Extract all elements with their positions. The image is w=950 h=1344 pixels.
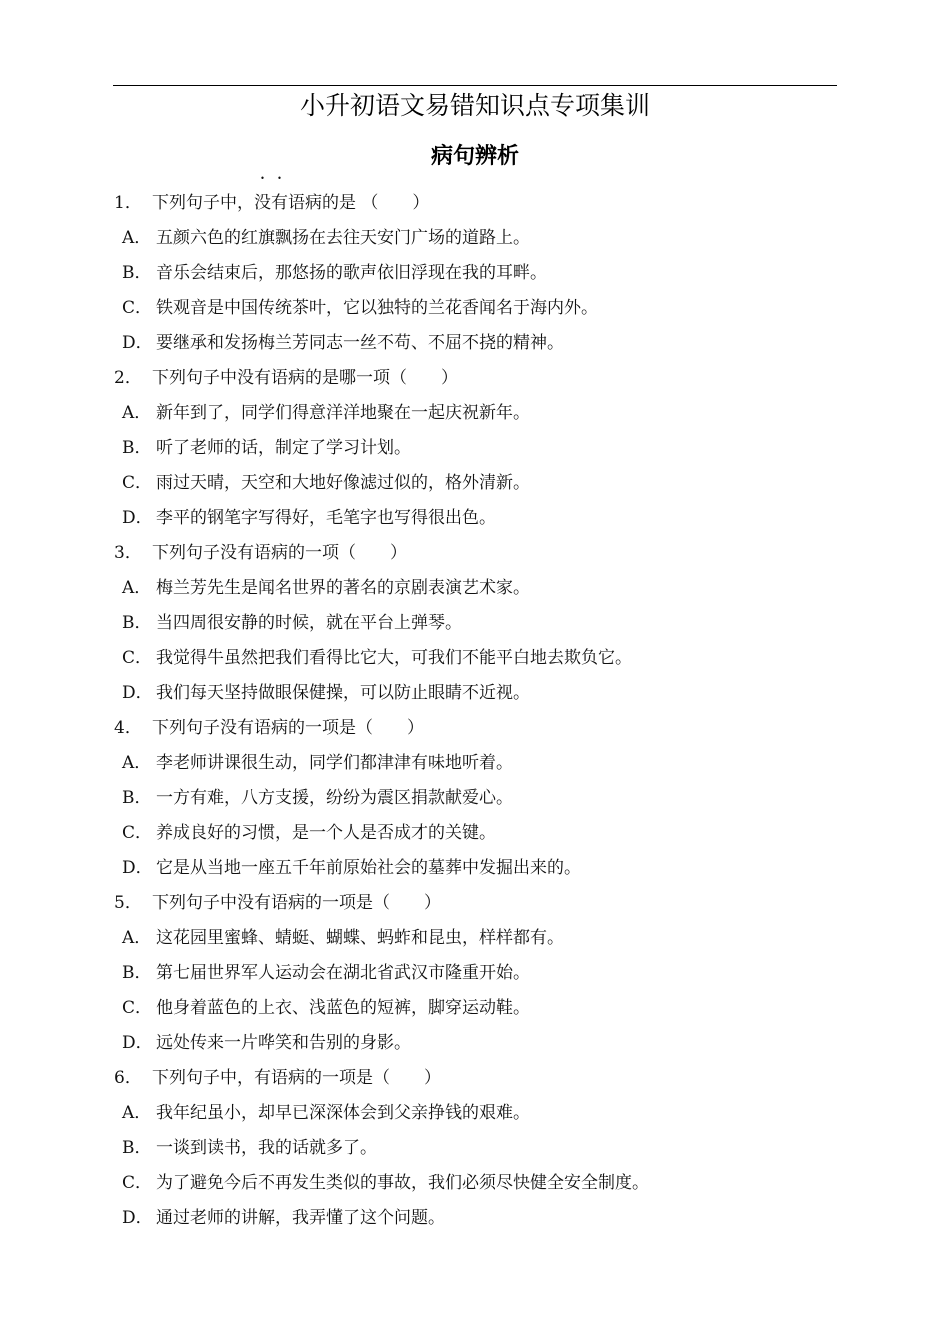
question-1-option-a — [0, 223, 950, 258]
document-subtitle: 病句辨析 — [430, 144, 519, 169]
option-letter: C． — [122, 823, 153, 843]
option-text: 我年纪虽小，却早已深深体会到父亲挣钱的艰难。 — [156, 1103, 530, 1123]
question-5-option-c — [0, 993, 950, 1028]
question-4-option-d — [0, 853, 950, 888]
option-text: 新年到了，同学们得意洋洋地聚在一起庆祝新年。 — [156, 403, 530, 423]
option-letter: B． — [122, 263, 152, 283]
option-text: 第七届世界军人运动会在湖北省武汉市隆重开始。 — [156, 963, 530, 983]
question-1-option-b — [0, 258, 950, 293]
option-text: 一方有难，八方支援，纷纷为震区捐款献爱心。 — [156, 788, 513, 808]
question-stem-text: 下列句子中没有语病的是哪一项（ ） — [152, 368, 458, 388]
question-3-stem — [0, 538, 950, 573]
option-text: 他身着蓝色的上衣、浅蓝色的短裤，脚穿运动鞋。 — [156, 998, 530, 1018]
question-3-option-d — [0, 678, 950, 713]
option-text: 梅兰芳先生是闻名世界的著名的京剧表演艺术家。 — [156, 578, 530, 598]
question-5-option-b — [0, 958, 950, 993]
question-stem-text: 下列句子中，有语病的一项是（ ） — [152, 1068, 441, 1088]
header-rule — [113, 85, 837, 86]
question-2-option-b — [0, 433, 950, 468]
option-text: 李老师讲课很生动，同学们都津津有味地听着。 — [156, 753, 513, 773]
question-2-option-c — [0, 468, 950, 503]
option-letter: D． — [122, 858, 153, 878]
option-letter: D． — [122, 1033, 153, 1053]
option-text: 要继承和发扬梅兰芳同志一丝不苟、不屈不挠的精神。 — [156, 333, 564, 353]
option-letter: A． — [122, 578, 152, 598]
option-letter: D． — [122, 508, 153, 528]
option-text: 音乐会结束后，那悠扬的歌声依旧浮现在我的耳畔。 — [156, 263, 547, 283]
option-letter: D． — [122, 333, 153, 353]
question-4-option-b — [0, 783, 950, 818]
option-text: 我觉得牛虽然把我们看得比它大，可我们不能平白地去欺负它。 — [156, 648, 632, 668]
option-letter: B． — [122, 438, 152, 458]
option-text: 一谈到读书，我的话就多了。 — [156, 1138, 377, 1158]
question-number: 5． — [114, 893, 142, 913]
question-stem-text: 语病的是 （ ） — [288, 193, 430, 213]
emphasis-char: 有 — [271, 193, 288, 213]
option-letter: B． — [122, 963, 152, 983]
option-letter: C． — [122, 298, 153, 318]
option-text: 雨过天晴，天空和大地好像滤过似的，格外清新。 — [156, 473, 530, 493]
question-6-stem — [0, 1063, 950, 1098]
question-stem-text: 下列句子中， — [152, 193, 254, 213]
option-text: 养成良好的习惯，是一个人是否成才的关键。 — [156, 823, 496, 843]
option-letter: C． — [122, 998, 153, 1018]
question-1-stem — [0, 188, 950, 223]
option-letter: B． — [122, 613, 152, 633]
option-letter: B． — [122, 1138, 152, 1158]
question-5-stem — [0, 888, 950, 923]
option-letter: A． — [122, 403, 152, 423]
question-2-stem — [0, 363, 950, 398]
option-text: 五颜六色的红旗飘扬在去往天安门广场的道路上。 — [156, 228, 530, 248]
question-6-option-b — [0, 1133, 950, 1168]
option-text: 我们每天坚持做眼保健操，可以防止眼睛不近视。 — [156, 683, 530, 703]
question-5-option-d — [0, 1028, 950, 1063]
question-3-option-a — [0, 573, 950, 608]
option-text: 李平的钢笔字写得好，毛笔字也写得很出色。 — [156, 508, 496, 528]
option-letter: B． — [122, 788, 152, 808]
option-text: 听了老师的话，制定了学习计划。 — [156, 438, 411, 458]
question-5-option-a — [0, 923, 950, 958]
question-2-option-a — [0, 398, 950, 433]
document-title: 小升初语文易错知识点专项集训 — [299, 91, 650, 120]
question-number: 4． — [114, 718, 142, 738]
question-1-option-c — [0, 293, 950, 328]
question-number: 1． — [114, 193, 142, 213]
option-letter: A． — [122, 753, 152, 773]
question-number: 2． — [114, 368, 142, 388]
option-text: 为了避免今后不再发生类似的事故，我们必须尽快健全安全制度。 — [156, 1173, 649, 1193]
option-text: 铁观音是中国传统茶叶，它以独特的兰花香闻名于海内外。 — [156, 298, 598, 318]
option-text: 当四周很安静的时候，就在平台上弹琴。 — [156, 613, 462, 633]
question-number: 3． — [114, 543, 142, 563]
option-letter: C． — [122, 473, 153, 493]
question-3-option-b — [0, 608, 950, 643]
option-text: 它是从当地一座五千年前原始社会的墓葬中发掘出来的。 — [156, 858, 581, 878]
question-4-option-c — [0, 818, 950, 853]
question-stem-text: 下列句子没有语病的一项（ ） — [152, 543, 407, 563]
option-letter: D． — [122, 683, 153, 703]
question-number: 6． — [114, 1068, 142, 1088]
question-2-option-d — [0, 503, 950, 538]
option-letter: C． — [122, 1173, 153, 1193]
question-3-option-c — [0, 643, 950, 678]
question-4-option-a — [0, 748, 950, 783]
option-letter: A． — [122, 1103, 152, 1123]
question-list — [0, 188, 950, 1238]
question-6-option-d — [0, 1203, 950, 1238]
emphasis-char: 没 — [254, 193, 271, 213]
question-6-option-c — [0, 1168, 950, 1203]
option-letter: D． — [122, 1208, 153, 1228]
option-text: 这花园里蜜蜂、蜻蜓、蝴蝶、蚂蚱和昆虫，样样都有。 — [156, 928, 564, 948]
question-stem-text: 下列句子中没有语病的一项是（ ） — [152, 893, 441, 913]
option-letter: A． — [122, 228, 152, 248]
question-4-stem — [0, 713, 950, 748]
question-1-option-d — [0, 328, 950, 363]
option-text: 通过老师的讲解，我弄懂了这个问题。 — [156, 1208, 445, 1228]
question-stem-text: 下列句子没有语病的一项是（ ） — [152, 718, 424, 738]
option-letter: C． — [122, 648, 153, 668]
question-6-option-a — [0, 1098, 950, 1133]
option-letter: A． — [122, 928, 152, 948]
option-text: 远处传来一片哗笑和告别的身影。 — [156, 1033, 411, 1053]
